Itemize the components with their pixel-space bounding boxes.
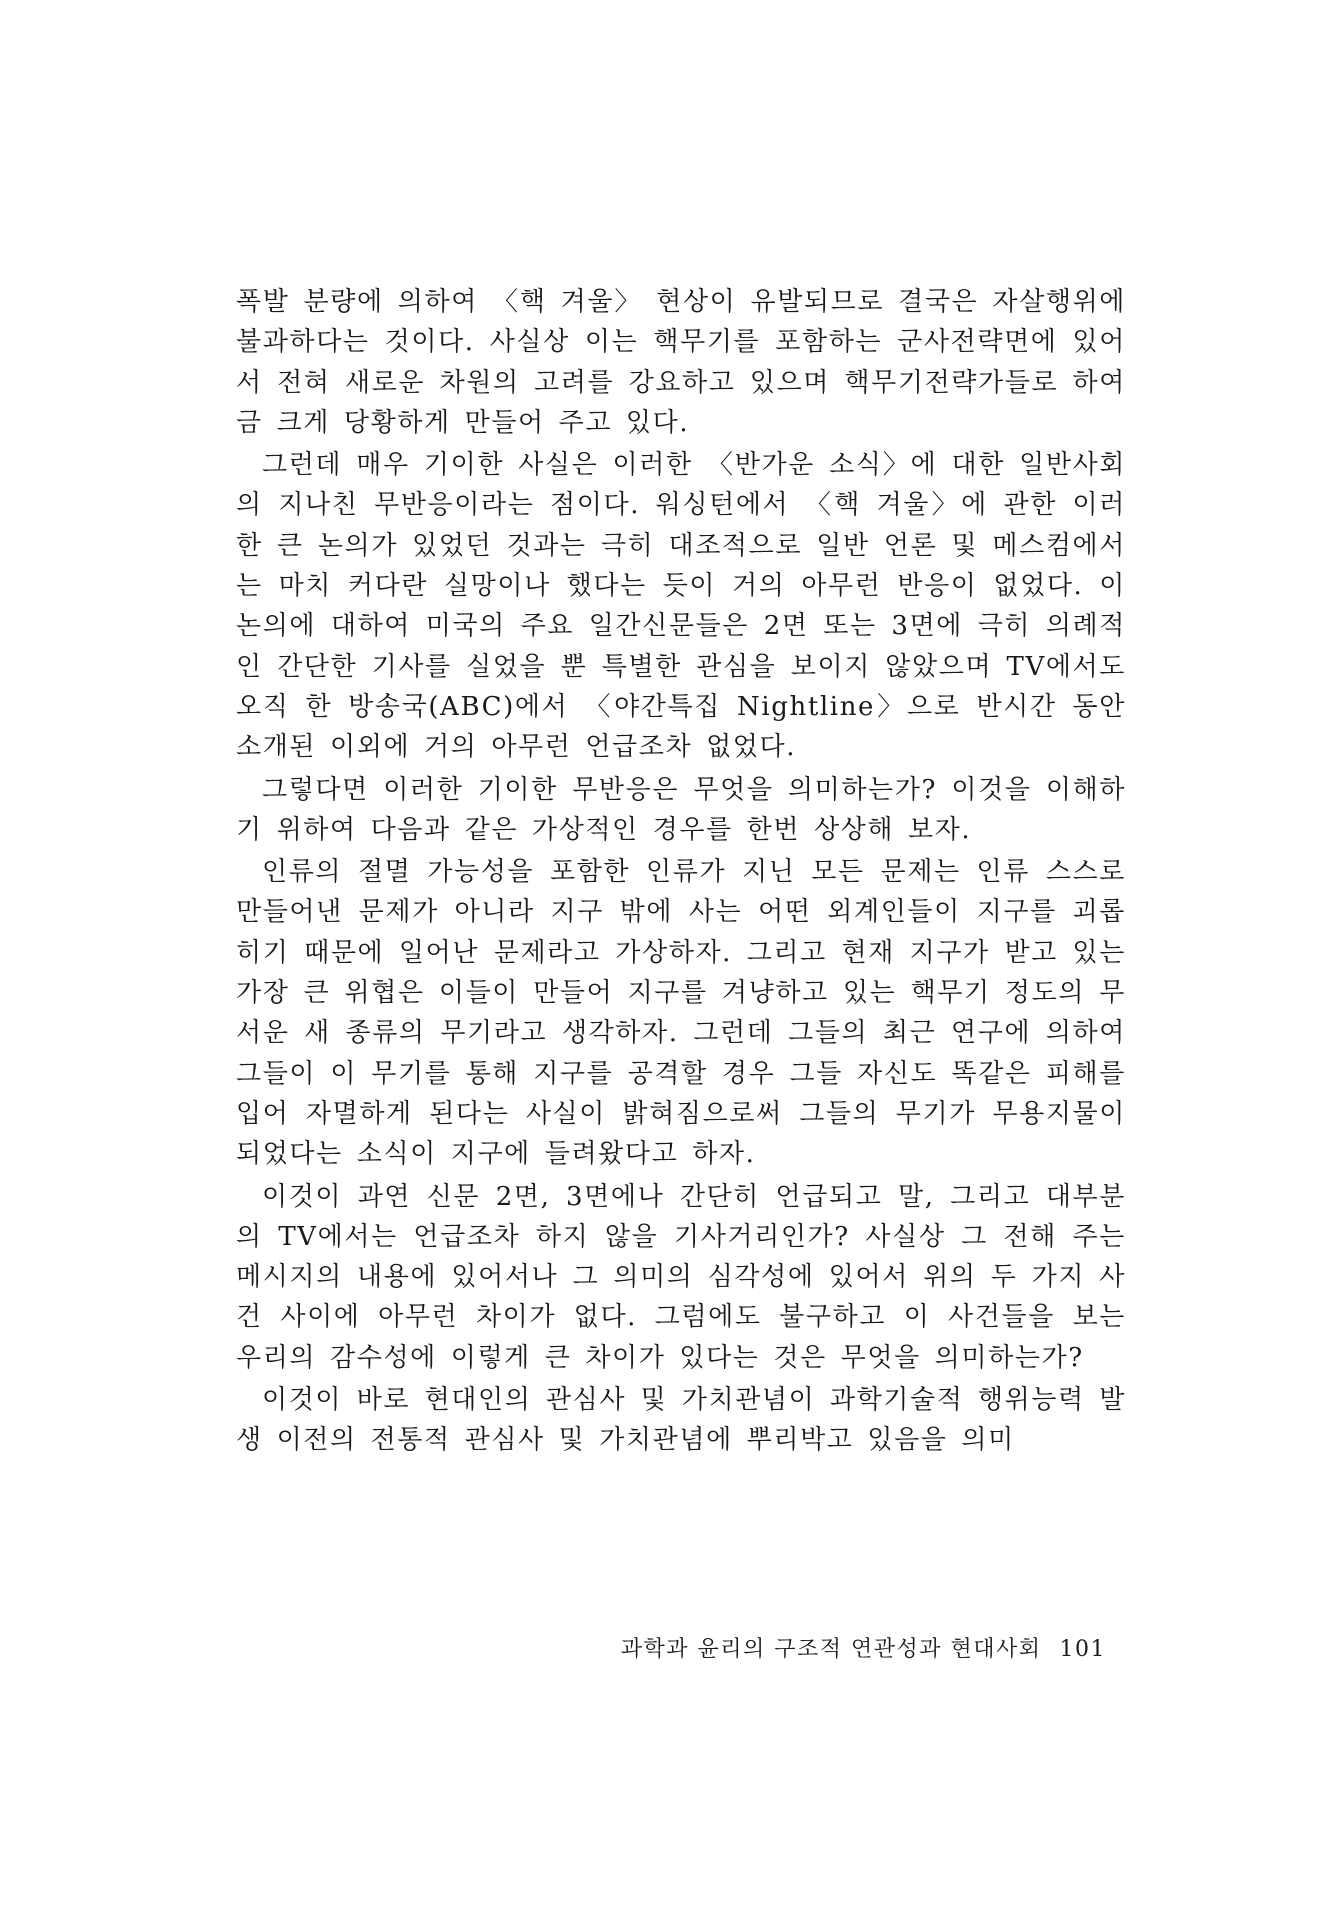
paragraph-1: 폭발 분량에 의하여 〈핵 겨울〉 현상이 유발되므로 결국은 자살행위에 불과하다는 것이다. 사실상 이는 핵무기를 포함하는 군사전략면에 있어서 전혀 새로운 차원의 고려를 강요하고 있으며 핵무기전략가들로 하여금 크게 당황하게 만들어 주고 있다. [236, 287, 1126, 438]
running-title: 과학과 윤리의 구조적 연관성과 현대사회 [620, 1637, 1042, 1662]
paragraph-5: 이것이 과연 신문 2면, 3면에나 간단히 언급되고 말, 그리고 대부분의 TV에서는 언급조차 하지 않을 기사거리인가? 사실상 그 전해 주는 메시지의 내용에 있어서나 그 의미의 심각성에 있어서 위의 두 가지 사건 사이에 아무런 차이가 없다. 그럼에도 불구하고 이 사건들을 보는 우리의 감수성에 이렇게 큰 차이가 있다는 것은 무엇을 의미하는가? [236, 1181, 1126, 1373]
body-text [236, 282, 1126, 1463]
paragraph-3: 그렇다면 이러한 기이한 무반응은 무엇을 의미하는가? 이것을 이해하기 위하여 다음과 같은 가상적인 경우를 한번 상상해 보자. [236, 774, 1126, 845]
paragraph-2: 그런데 매우 기이한 사실은 이러한 〈반가운 소식〉에 대한 일반사회의 지나친 무반응이라는 점이다. 워싱턴에서 〈핵 겨울〉에 관한 이러한 큰 논의가 있었던 것과는 극히 대조적으로 일반 언론 및 메스컴에서는 마치 커다란 실망이나 했다는 듯이 거의 아무런 반응이 없었다. 이 논의에 대하여 미국의 주요 일간신문들은 2면 또는 3면에 극히 의례적인 간단한 기사를 실었을 뿐 특별한 관심을 보이지 않았으며 TV에서도 오직 한 방송국(ABC)에서 〈야간특집 Nightline〉으로 반시간 동안 소개된 이외에 거의 아무런 언급조차 없었다. [236, 450, 1126, 763]
paragraph-4: 인류의 절멸 가능성을 포함한 인류가 지닌 모든 문제는 인류 스스로 만들어낸 문제가 아니라 지구 밖에 사는 어떤 외계인들이 지구를 괴롭히기 때문에 일어난 문제라고 가상하자. 그리고 현재 지구가 받고 있는 가장 큰 위협은 이들이 만들어 지구를 겨냥하고 있는 핵무기 정도의 무서운 새 종류의 무기라고 생각하자. 그런데 그들의 최근 연구에 의하여 그들이 이 무기를 통해 지구를 공격할 경우 그들 자신도 똑같은 피해를 입어 자멸하게 된다는 사실이 밝혀짐으로써 그들의 무기가 무용지물이 되었다는 소식이 지구에 들려왔다고 하자. [236, 857, 1126, 1170]
paragraph-6: 이것이 바로 현대인의 관심사 및 가치관념이 과학기술적 행위능력 발생 이전의 전통적 관심사 및 가치관념에 뿌리박고 있음을 의미 [236, 1385, 1126, 1456]
page-footer [236, 1632, 1106, 1663]
page-number: 101 [1059, 1637, 1106, 1662]
